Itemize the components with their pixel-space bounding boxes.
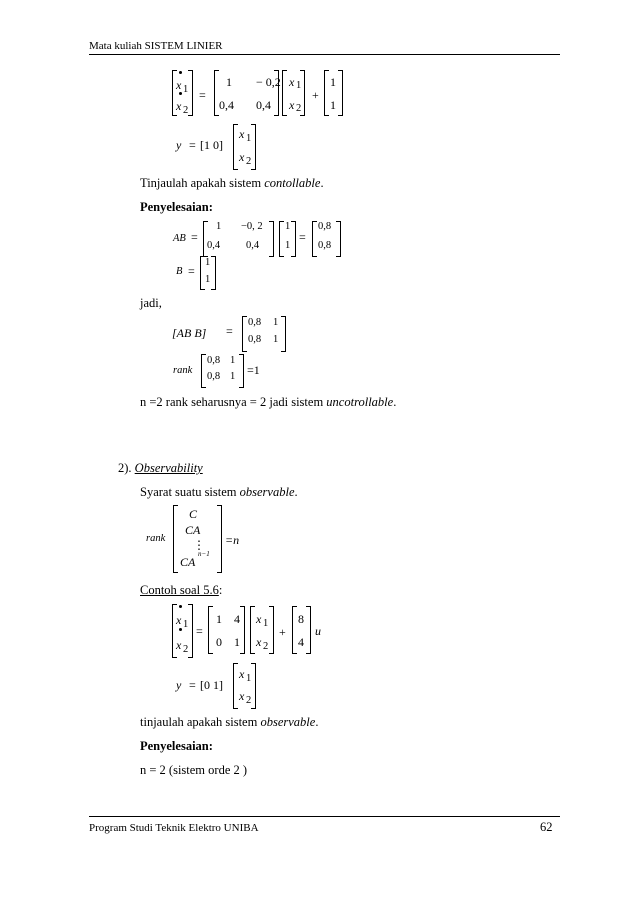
- example-label: Contoh soal 5.6:: [140, 583, 223, 597]
- page-header: Mata kuliah SISTEM LINIER: [89, 40, 223, 52]
- footer-institution: Program Studi Teknik Elektro UNIBA: [89, 822, 259, 834]
- system-order-line: n = 2 (sistem orde 2 ): [140, 763, 248, 777]
- observability-condition: Syarat suatu sistem observable.: [140, 485, 298, 499]
- page-number: 62: [540, 820, 553, 834]
- observability-question: tinjaulah apakah sistem observable.: [140, 715, 319, 729]
- solution-label-1: Penyelesaian:: [140, 200, 213, 214]
- solution-label-2: Penyelesaian:: [140, 739, 213, 753]
- footer-rule: [89, 816, 560, 817]
- observability-heading: 2). Observability: [118, 461, 203, 475]
- jadi-text: jadi,: [140, 296, 162, 310]
- header-rule: [89, 54, 560, 55]
- controllability-question: Tinjaulah apakah sistem contollable.: [140, 176, 324, 190]
- controllability-conclusion: n =2 rank seharusnya = 2 jadi sistem uncotrollable.: [140, 395, 397, 409]
